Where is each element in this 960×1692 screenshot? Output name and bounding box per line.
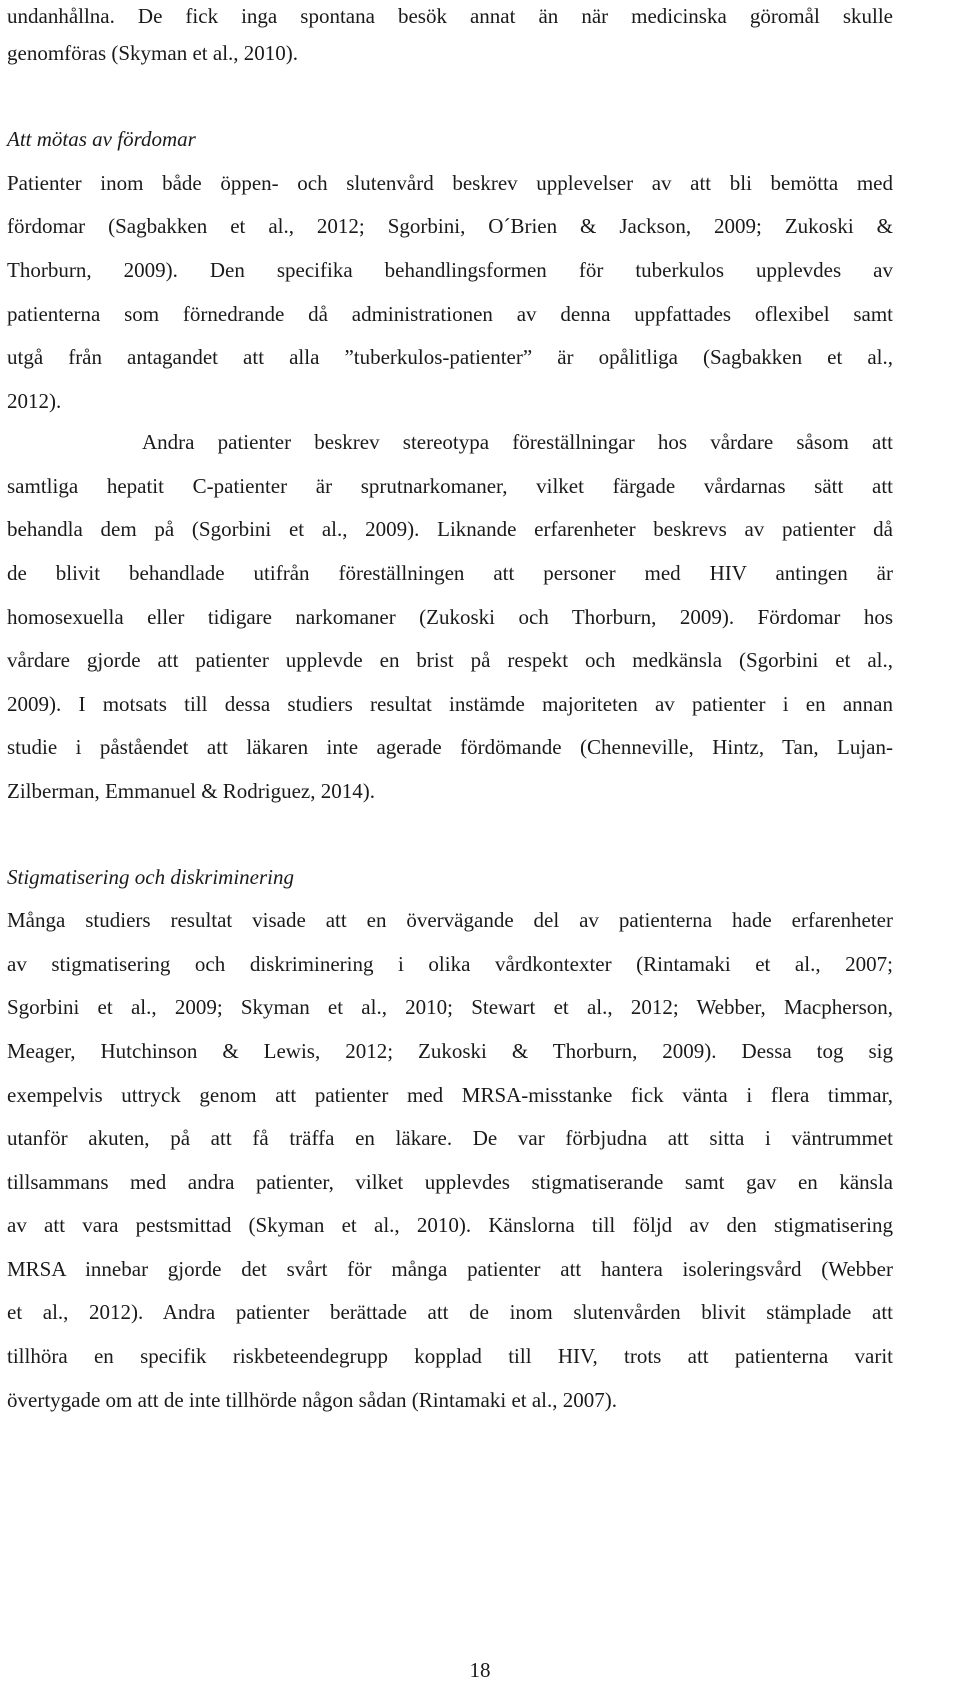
section-heading: Att mötas av fördomar xyxy=(7,127,196,151)
text-line: patienterna som förnedrande då administrationen av denna uppfattades oflexibel samt xyxy=(7,302,893,326)
text-line: fördomar (Sagbakken et al., 2012; Sgorbini, O´Brien & Jackson, 2009; Zukoski & xyxy=(7,214,893,238)
text-line: samtliga hepatit C-patienter är sprutnarkomaner, vilket färgade vårdarnas sätt att xyxy=(7,474,893,498)
text-line: Många studiers resultat visade att en övervägande del av patienterna hade erfarenheter xyxy=(7,908,893,932)
text-line: tillhöra en specifik riskbeteendegrupp kopplad till HIV, trots att patienterna varit xyxy=(7,1344,893,1368)
text-line: utgå från antagandet att alla ”tuberkulos-patienter” är opålitliga (Sagbakken et al., xyxy=(7,345,893,369)
text-line: Thorburn, 2009). Den specifika behandlingsformen för tuberkulos upplevdes av xyxy=(7,258,893,282)
text-line: övertygade om att de inte tillhörde någon sådan (Rintamaki et al., 2007). xyxy=(7,1388,617,1412)
text-line: 2009). I motsats till dessa studiers resultat instämde majoriteten av patienter i en annan xyxy=(7,692,893,716)
text-line: Andra patienter beskrev stereotypa föreställningar hos vårdare såsom att xyxy=(142,430,893,454)
text-line: genomföras (Skyman et al., 2010). xyxy=(7,41,299,65)
text-line: Sgorbini et al., 2009; Skyman et al., 2010; Stewart et al., 2012; Webber, Macpherson, xyxy=(7,995,893,1019)
page-number: 18 xyxy=(469,1658,491,1682)
text-line: homosexuella eller tidigare narkomaner (Zukoski och Thorburn, 2009). Fördomar hos xyxy=(7,605,893,629)
text-line: studie i påståendet att läkaren inte agerade fördömande (Chenneville, Hintz, Tan, Lujan- xyxy=(7,735,893,759)
text-line: et al., 2012). Andra patienter berättade att de inom slutenvården blivit stämplade att xyxy=(7,1300,893,1324)
text-line: Zilberman, Emmanuel & Rodriguez, 2014). xyxy=(7,779,375,803)
text-line: de blivit behandlade utifrån föreställningen att personer med HIV antingen är xyxy=(7,561,893,585)
text-line: tillsammans med andra patienter, vilket upplevdes stigmatiserande samt gav en känsla xyxy=(7,1170,893,1194)
text-line: Patienter inom både öppen- och slutenvård beskrev upplevelser av att bli bemötta med xyxy=(7,171,893,195)
text-line: av stigmatisering och diskriminering i olika vårdkontexter (Rintamaki et al., 2007; xyxy=(7,952,893,976)
text-line: vårdare gjorde att patienter upplevde en brist på respekt och medkänsla (Sgorbini et al., xyxy=(7,648,893,672)
text-line: undanhållna. De fick inga spontana besök annat än när medicinska göromål skulle xyxy=(7,4,893,28)
text-line: av att vara pestsmittad (Skyman et al., 2010). Känslorna till följd av den stigmatisering xyxy=(7,1213,893,1237)
text-line: utanför akuten, på att få träffa en läkare. De var förbjudna att sitta i väntrummet xyxy=(7,1126,893,1150)
text-line: Meager, Hutchinson & Lewis, 2012; Zukoski & Thorburn, 2009). Dessa tog sig xyxy=(7,1039,893,1063)
section-heading: Stigmatisering och diskriminering xyxy=(7,865,294,889)
text-line: MRSA innebar gjorde det svårt för många patienter att hantera isoleringsvård (Webber xyxy=(7,1257,893,1281)
text-line: exempelvis uttryck genom att patienter med MRSA-misstanke fick vänta i flera timmar, xyxy=(7,1083,893,1107)
text-line: behandla dem på (Sgorbini et al., 2009). Liknande erfarenheter beskrevs av patienter då xyxy=(7,517,893,541)
text-line: 2012). xyxy=(7,389,62,413)
